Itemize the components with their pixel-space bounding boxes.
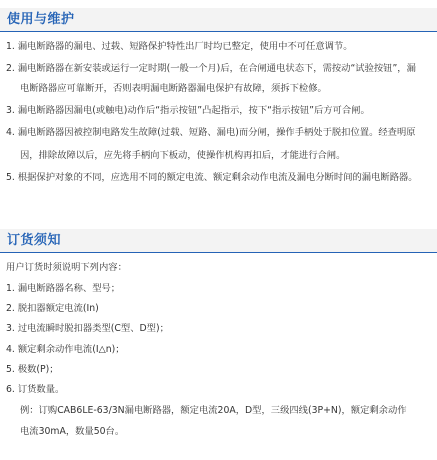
ordering-item-2: 2. 脱扣器额定电流(In) [6,303,99,314]
ordering-item-1: 1. 漏电断路器名称、型号； [6,283,121,294]
ordering-item-5: 5. 极数(P)； [6,364,59,375]
section-header-usage [0,8,437,32]
ordering-example: 例：订购CAB6LE-63/3N漏电断路器，额定电流20A，D型，三级四线(3P+N)，额定剩余动作 [20,405,407,416]
usage-item-2-cont: 电断路器应可靠断开，否则表明漏电断路器漏电保护有故障，须拆下检修。 [20,83,327,94]
ordering-item-3: 3. 过电流瞬时脱扣器类型(C型、D型)； [6,323,169,334]
section-title-usage: 使用与维护 [7,12,75,27]
usage-item-4: 4. 漏电断路器因被控制电路发生故障(过载、短路、漏电)而分闸，操作手柄处于脱扣位置。经查明原 [6,127,416,138]
ordering-example-cont: 电流30mA，数量50台。 [20,426,125,437]
section-header-ordering [0,229,437,253]
usage-item-1: 1. 漏电断路器的漏电、过载、短路保护特性出厂时均已整定，使用中不可任意调节。 [6,41,353,52]
section-title-ordering: 订货须知 [7,233,62,248]
ordering-item-4: 4. 额定剩余动作电流(I△n)； [6,344,125,355]
ordering-item-6: 6. 订货数量。 [6,384,65,395]
usage-item-3: 3. 漏电断路器因漏电(或触电)动作后“指示按钮”凸起指示，按下“指示按钮”后方可合闸。 [6,105,370,116]
usage-item-4-cont: 因，排除故障以后，应先将手柄向下板动，使操作机构再扣后，才能进行合闸。 [20,150,346,161]
usage-item-5: 5. 根据保护对象的不同，应选用不同的额定电流、额定剩余动作电流及漏电分断时间的漏电断路器。 [6,172,418,183]
ordering-intro: 用户订货时须说明下列内容： [6,262,127,273]
usage-item-2: 2. 漏电断路器在新安装或运行一定时期(一般一个月)后，在合闸通电状态下，需按动“试验按钮”，漏 [6,63,416,74]
